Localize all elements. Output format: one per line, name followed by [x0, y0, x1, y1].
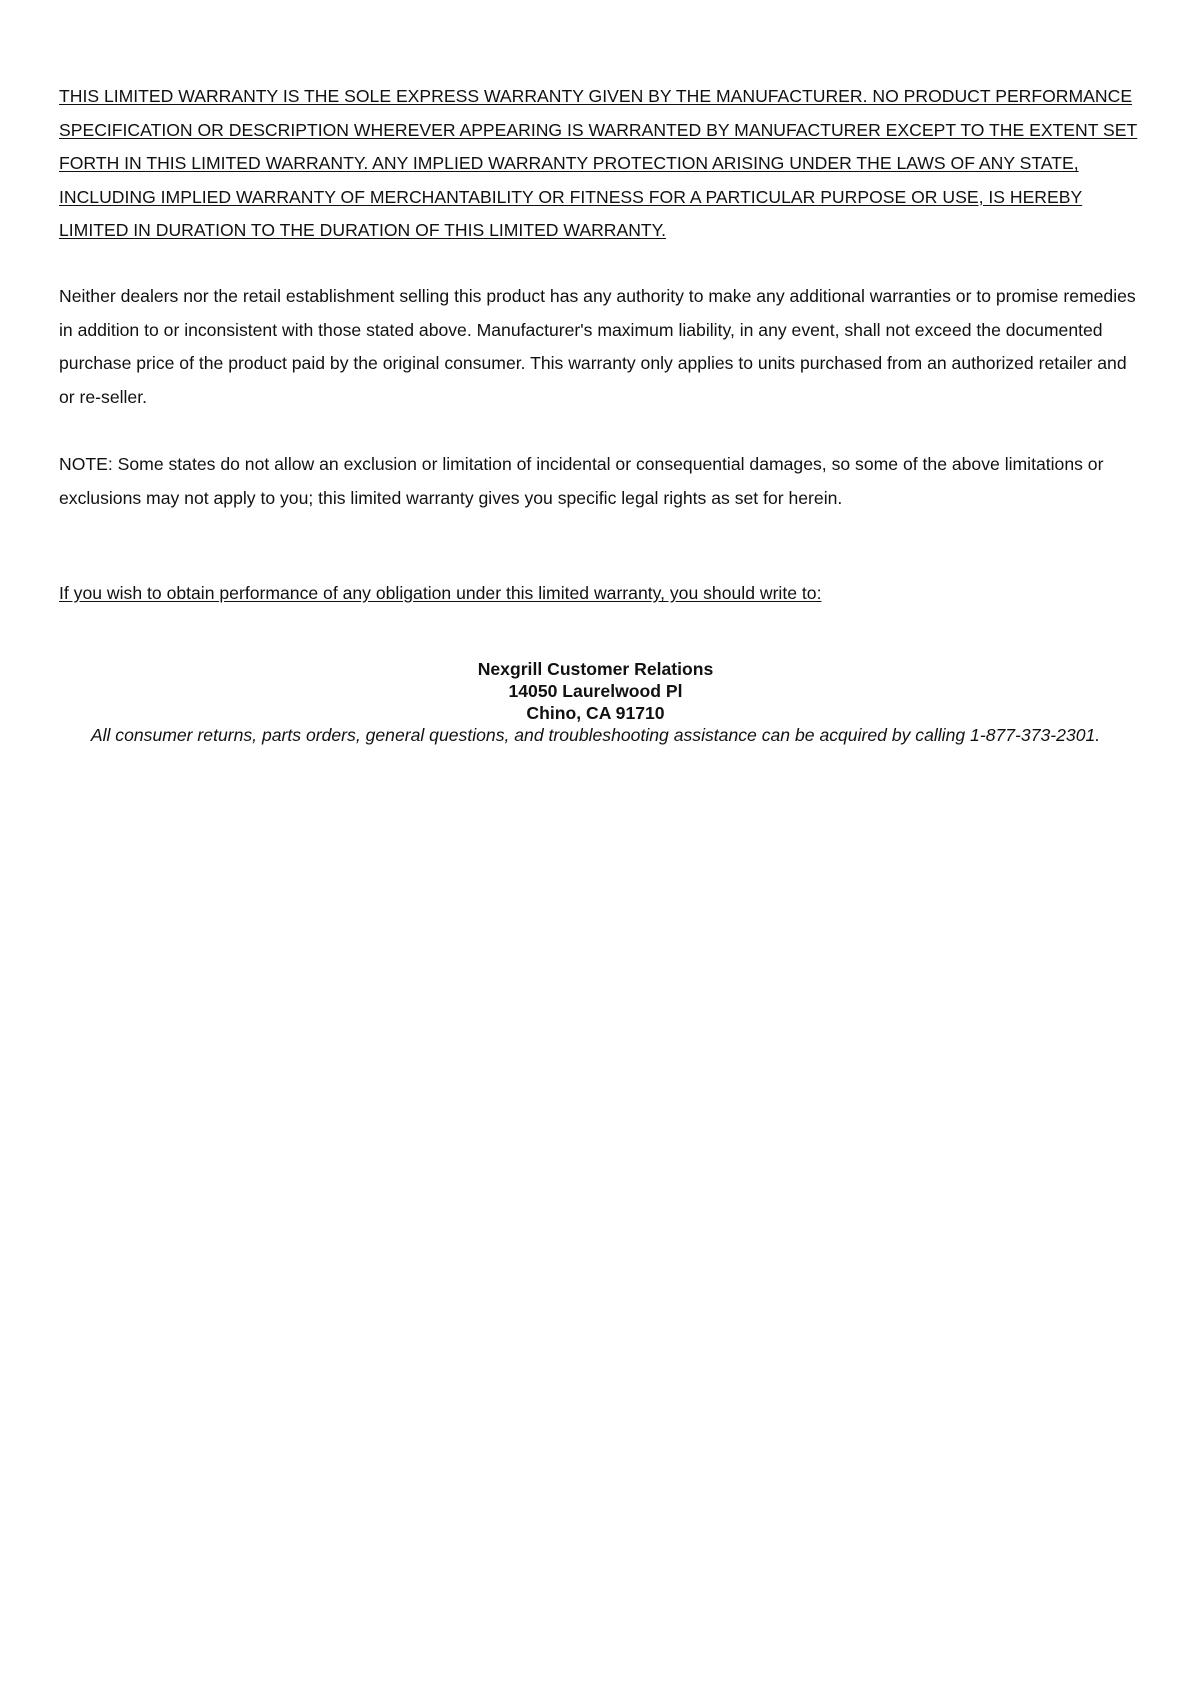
note-paragraph: NOTE: Some states do not allow an exclusion or limitation of incidental or consequential damages, so some of the above limitations or exclusions may not apply to you; this limited warranty gives you specific legal rights as set for herein.	[59, 454, 1104, 508]
contact-phone-note: All consumer returns, parts orders, general questions, and troubleshooting assistance can be acquired by calling 1-877-373-2301.	[90, 725, 1101, 745]
address-street: 14050 Laurelwood Pl	[508, 681, 683, 701]
dealer-authority-paragraph: Neither dealers nor the retail establishment selling this product has any authority to make any additional warranties or to promise remedies in addition to or inconsistent with those stated above. Manufacturer's maximum liability, in any event, shall not exceed the documented purchase price of the product paid by the original consumer. This warranty only applies to units purchased from an authorized retailer and or re-seller.	[59, 286, 1136, 407]
warranty-disclaimer-paragraph: THIS LIMITED WARRANTY IS THE SOLE EXPRESS WARRANTY GIVEN BY THE MANUFACTURER. NO PRODUCT PERFORMANCE SPECIFICATION OR DESCRIPTION WHEREVER APPEARING IS WARRANTED BY MANUFACTURER EXCEPT TO THE EXTENT SET FORTH IN THIS LIMITED WARRANTY. ANY IMPLIED WARRANTY PROTECTION ARISING UNDER THE LAWS OF ANY STATE, INCLUDING IMPLIED WARRANTY OF MERCHANTABILITY OR FITNESS FOR A PARTICULAR PURPOSE OR USE, IS HEREBY LIMITED IN DURATION TO THE DURATION OF THIS LIMITED WARRANTY.	[59, 86, 1138, 240]
address-city: Chino, CA 91710	[526, 703, 665, 723]
address-company-name: Nexgrill Customer Relations	[477, 659, 714, 679]
write-to-instruction: If you wish to obtain performance of any obligation under this limited warranty, you should write to:	[59, 583, 822, 603]
